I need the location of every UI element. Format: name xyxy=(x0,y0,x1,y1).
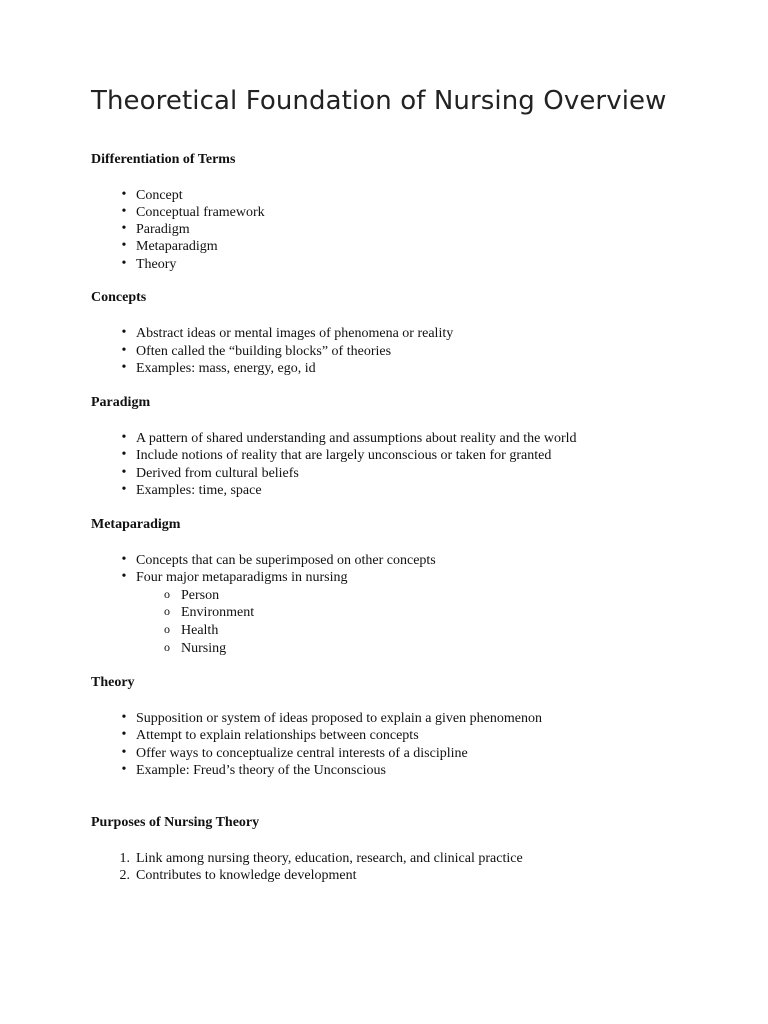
list-item: • Attempt to explain relationships between concepts xyxy=(136,727,419,744)
sub-bullet-marker: o xyxy=(164,587,170,601)
bullet-marker: • xyxy=(121,343,127,358)
list-item: • Abstract ideas or mental images of phenomena or reality xyxy=(136,325,453,342)
list-item: • Conceptual framework xyxy=(136,204,265,221)
bullet-marker: • xyxy=(121,430,127,445)
list-item: • Include notions of reality that are largely unconscious or taken for granted xyxy=(136,447,551,464)
list-item: • Paradigm xyxy=(136,221,190,238)
bullet-marker: • xyxy=(121,238,127,253)
sub-list-item: o Health xyxy=(181,622,218,639)
bullet-marker: • xyxy=(121,256,127,271)
bullet-marker: • xyxy=(121,465,127,480)
list-item: • Derived from cultural beliefs xyxy=(136,465,299,482)
bullet-marker: • xyxy=(121,762,127,777)
list-item: • Theory xyxy=(136,256,176,273)
list-item: • Often called the “building blocks” of theories xyxy=(136,343,391,360)
sub-list-item: o Nursing xyxy=(181,640,226,657)
number-marker: 1. xyxy=(119,851,130,866)
bullet-marker: • xyxy=(121,710,127,725)
number-marker: 2. xyxy=(119,868,130,883)
bullet-marker: • xyxy=(121,325,127,340)
bullet-marker: • xyxy=(121,727,127,742)
list-item: • Offer ways to conceptualize central interests of a discipline xyxy=(136,745,468,762)
sub-bullet-marker: o xyxy=(164,640,170,654)
bullet-marker: • xyxy=(121,221,127,236)
section-heading-metaparadigm: Metaparadigm xyxy=(91,517,181,532)
section-heading-purposes: Purposes of Nursing Theory xyxy=(91,815,260,830)
section-heading-theory: Theory xyxy=(91,675,135,690)
list-item: • Supposition or system of ideas proposed to explain a given phenomenon xyxy=(136,710,542,727)
section-heading-concepts: Concepts xyxy=(91,290,147,305)
list-item: • Examples: time, space xyxy=(136,482,262,499)
bullet-marker: • xyxy=(121,187,127,202)
sub-bullet-marker: o xyxy=(164,622,170,636)
section-heading-terms: Differentiation of Terms xyxy=(91,152,236,167)
list-item: • Concepts that can be superimposed on other concepts xyxy=(136,552,436,569)
bullet-marker: • xyxy=(121,552,127,567)
list-item: • Metaparadigm xyxy=(136,238,218,255)
numbered-list-item: 2. Contributes to knowledge development xyxy=(136,867,356,884)
list-item: • Four major metaparadigms in nursing xyxy=(136,569,348,586)
bullet-marker: • xyxy=(121,569,127,584)
sub-bullet-marker: o xyxy=(164,604,170,618)
bullet-marker: • xyxy=(121,745,127,760)
list-item: • Concept xyxy=(136,187,183,204)
bullet-marker: • xyxy=(121,447,127,462)
section-heading-paradigm: Paradigm xyxy=(91,395,151,410)
list-item: • A pattern of shared understanding and assumptions about reality and the world xyxy=(136,430,577,447)
bullet-marker: • xyxy=(121,482,127,497)
document-title: Theoretical Foundation of Nursing Overview xyxy=(91,86,667,116)
sub-list-item: o Person xyxy=(181,587,219,604)
sub-list-item: o Environment xyxy=(181,604,254,621)
list-item: • Examples: mass, energy, ego, id xyxy=(136,360,316,377)
bullet-marker: • xyxy=(121,360,127,375)
list-item: • Example: Freud’s theory of the Unconscious xyxy=(136,762,386,779)
bullet-marker: • xyxy=(121,204,127,219)
numbered-list-item: 1. Link among nursing theory, education, research, and clinical practice xyxy=(136,850,523,867)
